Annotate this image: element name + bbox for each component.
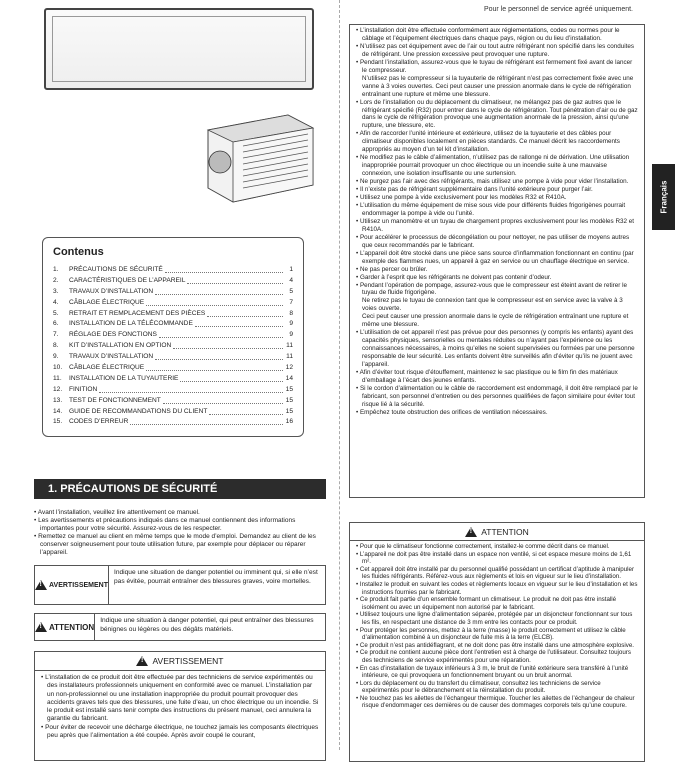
toc-item[interactable]: 2. CARACTÉRISTIQUES DE L’APPAREIL 4: [53, 276, 293, 284]
intro-item: • Les avertissements et précautions indiqués dans ce manuel contiennent des informations importantes pour votre sécurité. Assurez-vous de les respecter.: [34, 517, 296, 532]
warning-item: Ceci peut causer une pression anormale dans le cycle de réfrigération entraînant une rupture et même une blessure.: [362, 313, 629, 329]
warning-item: • Empêchez toute obstruction des orifices de ventilation nécessaires.: [356, 408, 548, 416]
toc-item[interactable]: 1. PRÉCAUTIONS DE SÉCURITÉ 1: [53, 265, 293, 273]
toc-item[interactable]: 7. RÉGLAGE DES FONCTIONS 9: [53, 331, 293, 339]
caution-item: • En cas d’installation de tuyaux inférieurs à 3 m, le bruit de l’unité extérieure sera transféré à l’unité intérieure, ce qui provoquera un fonctionnement bruyant ou un bruit anormal.: [356, 664, 629, 680]
warning-item: • L’utilisation du même équipement de mise sous vide pour différents fluides frigorigènes pourrait endommager la pompe à vide ou l’unité.: [356, 201, 626, 217]
toc-item[interactable]: 3. TRAVAUX D’INSTALLATION 5: [53, 287, 293, 295]
warning-item: N’utilisez pas le compresseur si la tuyauterie de réfrigérant n’est pas correctement fixée avec une vanne à 3 voies ouvertes. Ceci peut causer une pression anormale dans le cycle de réfrigération entraînant une rupture et même une blessure.: [362, 74, 634, 98]
toc-item[interactable]: 15. CODES D’ERREUR 16: [53, 418, 293, 426]
intro-item: • Avant l’installation, veuillez lire attentivement ce manuel.: [34, 509, 200, 516]
warning-item: • L’appareil doit être stocké dans une pièce sans source d’inflammation fonctionnant en continu (par exemple des flammes nues, un appareil à gaz en service ou un chauffage électrique en service.: [356, 249, 634, 265]
caution-item: • Ce produit ne contient aucune pièce dont l’entretien est à charge de l’utilisateur. Consultez toujours des techniciens de service expérimentés pour une réparation.: [356, 649, 631, 664]
caution-item: • Lors du déplacement ou du transfert du climatiseur, consultez les techniciens de service expérimentés pour le débranchement et la réinstallation du produit.: [356, 679, 601, 695]
table-of-contents: [42, 237, 304, 437]
caution-item: • Ne touchez pas les ailettes de l’échangeur thermique. Toucher les ailettes de l’échangeur de chaleur risque d’endommager ces dernières ou de causer des dommages corporels tels qu’une coupure.: [356, 694, 635, 710]
warning-item: • Garder à l’esprit que les réfrigérants ne doivent pas contenir d’odeur.: [356, 273, 552, 281]
toc-item[interactable]: 14. GUIDE DE RECOMMANDATIONS DU CLIENT 15: [53, 407, 293, 415]
toc-item[interactable]: 4. CÂBLAGE ÉLECTRIQUE 7: [53, 298, 293, 306]
indoor-unit-illustration: [44, 8, 314, 90]
caution-item: • L’appareil ne doit pas être installé dans un espace non ventilé, si cet espace mesure moins de 1,61 m².: [356, 550, 632, 566]
warning-triangle-icon: [35, 580, 47, 590]
warning-item: • L’installation de ce produit doit être effectuée par des techniciens de service expérimentés ou des installateurs professionnels uniquement en conformité avec ce manuel. L’installation par un non-professionnel ou une installation inappropriée du produit pourrait provoquer des accidents graves tels que des blessures, une fuite d’eau, un choc électrique ou un incendie. Si le produit est installé sans tenir compte des instructions du présent manuel, ceci annulera la garantie du fabricant.: [41, 674, 319, 723]
warning-item: • Pour accélérer le processus de décongélation ou pour nettoyer, ne pas utiliser de moyens autres que ceux recommandés par le fabricant.: [356, 233, 630, 249]
warning-item: Ne retirez pas le tuyau de connexion tant que le compresseur est en service avec la valve à 3 voies ouverte.: [362, 297, 623, 313]
warning-box-title: AVERTISSEMENT: [152, 656, 224, 666]
toc-item[interactable]: 13. TEST DE FONCTIONNEMENT 15: [53, 396, 293, 404]
warning-item: • Si le cordon d’alimentation ou le câble de raccordement est endommagé, il doit être remplacé par le fabricant, son personnel d’entretien ou des personnes qualifiées de façon similaire pour éviter tout risque lié à la sécurité.: [356, 384, 638, 408]
warning-item: • Ne purgez pas l’air avec des réfrigérants, mais utilisez une pompe à vide pour vider l’installation.: [356, 178, 629, 186]
toc-item[interactable]: 10. CÂBLAGE ÉLECTRIQUE 12: [53, 363, 293, 371]
warning-triangle-icon: [465, 527, 477, 537]
warning-item: • Lors de l’installation ou du déplacement du climatiseur, ne mélangez pas de gaz autres que le réfrigérant spécifié (R32) pour entrer dans le cycle de réfrigération. Tout pénétration d’air ou de gaz dans le cycle de réfrigération provoque une augmentation anormale de la pression, ainsi qu’une rupture, une blessure, etc.: [356, 98, 638, 130]
warning-item: • Pendant l’opération de pompage, assurez-vous que le compresseur est éteint avant de retirer le tuyau de fluide frigorigène.: [356, 281, 628, 297]
fold-line: [339, 0, 340, 750]
toc-item[interactable]: 8. KIT D’INSTALLATION EN OPTION 11: [53, 342, 293, 350]
warning-item: • Il n’existe pas de réfrigérant supplémentaire dans l’unité extérieure pour purger l’air.: [356, 186, 593, 194]
outdoor-unit-illustration: [198, 110, 318, 205]
warning-item: • Afin d’éviter tout risque d’étouffement, maintenez le sac plastique ou le film fin des matériaux d’emballage à l’écart des jeunes enfants.: [356, 368, 618, 384]
warning-definition: ! AVERTISSEMENT Indique une situation de danger potentiel ou imminent qui, si elle n’est pas évitée, pourrait entraîner des blessures graves, voire mortelles.: [34, 565, 326, 605]
caution-box: [349, 522, 645, 762]
service-note: Pour le personnel de service agréé uniquement.: [483, 6, 633, 13]
caution-definition: ! ATTENTION Indique une situation à danger potentiel, qui peut entraîner des blessures bénignes ou légères ou des dégâts matériels.: [34, 613, 326, 641]
caution-item: • Pour protéger les personnes, mettez à la terre (masse) le produit correctement et utilisez le câble d’alimentation combiné à un disjoncteur de fuite mis à la terre (ELCB).: [356, 626, 626, 642]
warning-item: • Afin de raccorder l’unité intérieure et extérieure, utilisez de la tuyauterie et des câbles pour climatiseur disponibles localement en pièces standards. Ce manuel décrit les raccordements appropriés au moyen d’un tel kit d’installation.: [356, 130, 620, 154]
warning-box: [34, 651, 326, 761]
caution-item: • Utilisez toujours une ligne d’alimentation séparée, protégée par un disjoncteur fonctionnant sur tous les fils, en respectant une distance de 3 mm entre les contacts pour ce produit.: [356, 611, 633, 626]
toc-item[interactable]: 5. RETRAIT ET REMPLACEMENT DES PIÈCES 8: [53, 309, 293, 317]
section-title: 1. PRÉCAUTIONS DE SÉCURITÉ: [34, 479, 326, 499]
language-tab[interactable]: Français: [652, 164, 675, 230]
caution-item: • Installez le produit en suivant les codes et règlements locaux en vigueur sur le lieu d’installation et les instructions fournies par le fabricant.: [356, 580, 638, 596]
caution-item: • Cet appareil doit être installé par du personnel qualifié possédant un certificat d’aptitude à manipuler les fluides réfrigérants. Référez-vous aux règlements et lois en vigueur sur le lieu d’installation.: [356, 565, 635, 581]
toc-item[interactable]: 9. TRAVAUX D’INSTALLATION 11: [53, 353, 293, 361]
toc-item[interactable]: 6. INSTALLATION DE LA TÉLÉCOMMANDE 9: [53, 320, 293, 328]
caution-box-title: ATTENTION: [481, 526, 529, 537]
warning-item: • Ne modifiez pas le câble d’alimentation, n’utilisez pas de rallonge ni de dérivation. Une utilisation inappropriée pourrait provoquer un choc électrique ou un incendie suite à une mauvaise connexion, une isolation insuffisante ou une surtension.: [356, 154, 630, 178]
caution-item: • Pour que le climatiseur fonctionne correctement, installez-le comme décrit dans ce manuel.: [356, 543, 610, 550]
warning-item: • Pour éviter de recevoir une décharge électrique, ne touchez jamais les composants électriques peu après que l’alimentation a été coupée. Après avoir coupé le courant,: [41, 723, 319, 740]
warning-item: • N’utilisez pas cet équipement avec de l’air ou tout autre réfrigérant non spécifié dans les conduites de réfrigérant. Une pression excessive peut provoquer une rupture.: [356, 42, 635, 58]
caution-item: • Ce produit n’est pas antidéflagrant, et ne doit donc pas être installé dans une atmosphère explosive.: [356, 641, 635, 649]
toc-item[interactable]: 12. FINITION 15: [53, 385, 293, 393]
warning-continued-box: [349, 24, 645, 498]
toc-item[interactable]: 11. INSTALLATION DE LA TUYAUTERIE 14: [53, 374, 293, 382]
toc-title: Contenus: [53, 246, 104, 258]
intro-list: [34, 509, 326, 557]
warning-item: • L’utilisation de cet appareil n’est pas prévue pour des personnes (y compris les enfants) ayant des capacités physiques, sensorielles ou mentales réduites ou n’ayant pas l’expérience ou les connaissances nécessaires, à moins qu’elles ne soient supervisées ou formées par une personne responsable de leur sécurité. Les enfants doivent être surveillés afin d’éviter qu’ils ne jouent avec l’appareil.: [356, 329, 635, 369]
warning-triangle-icon: [35, 622, 47, 632]
warning-item: • Utilisez une pompe à vide exclusivement pour les modèles R32 et R410A.: [356, 194, 567, 202]
warning-item: • Pendant l’installation, assurez-vous que le tuyau de réfrigérant est fermement fixé avant de lancer le compresseur.: [356, 58, 633, 74]
caution-item: • Ce produit fait partie d’un ensemble formant un climatiseur. Le produit ne doit pas être installé isolément ou avec un équipement non autorisé par le fabricant.: [356, 596, 617, 611]
warning-item: • L’installation doit être effectuée conformément aux réglementations, codes ou normes pour le câblage et l’équipement électriques dans chaque pays, région ou du lieu d’installation.: [356, 27, 620, 42]
warning-triangle-icon: [136, 656, 148, 666]
warning-item: • Utilisez un manomètre et un tuyau de chargement propres exclusivement pour les modèles R32 et R410A.: [356, 217, 635, 233]
intro-item: • Remettez ce manuel au client en même temps que le mode d’emploi. Demandez au client de les conserver soigneusement pour toute utilisation future, par exemple pour déplacer ou réparer l’appareil.: [34, 533, 316, 556]
warning-item: • Ne pas percer ou brûler.: [356, 265, 428, 273]
